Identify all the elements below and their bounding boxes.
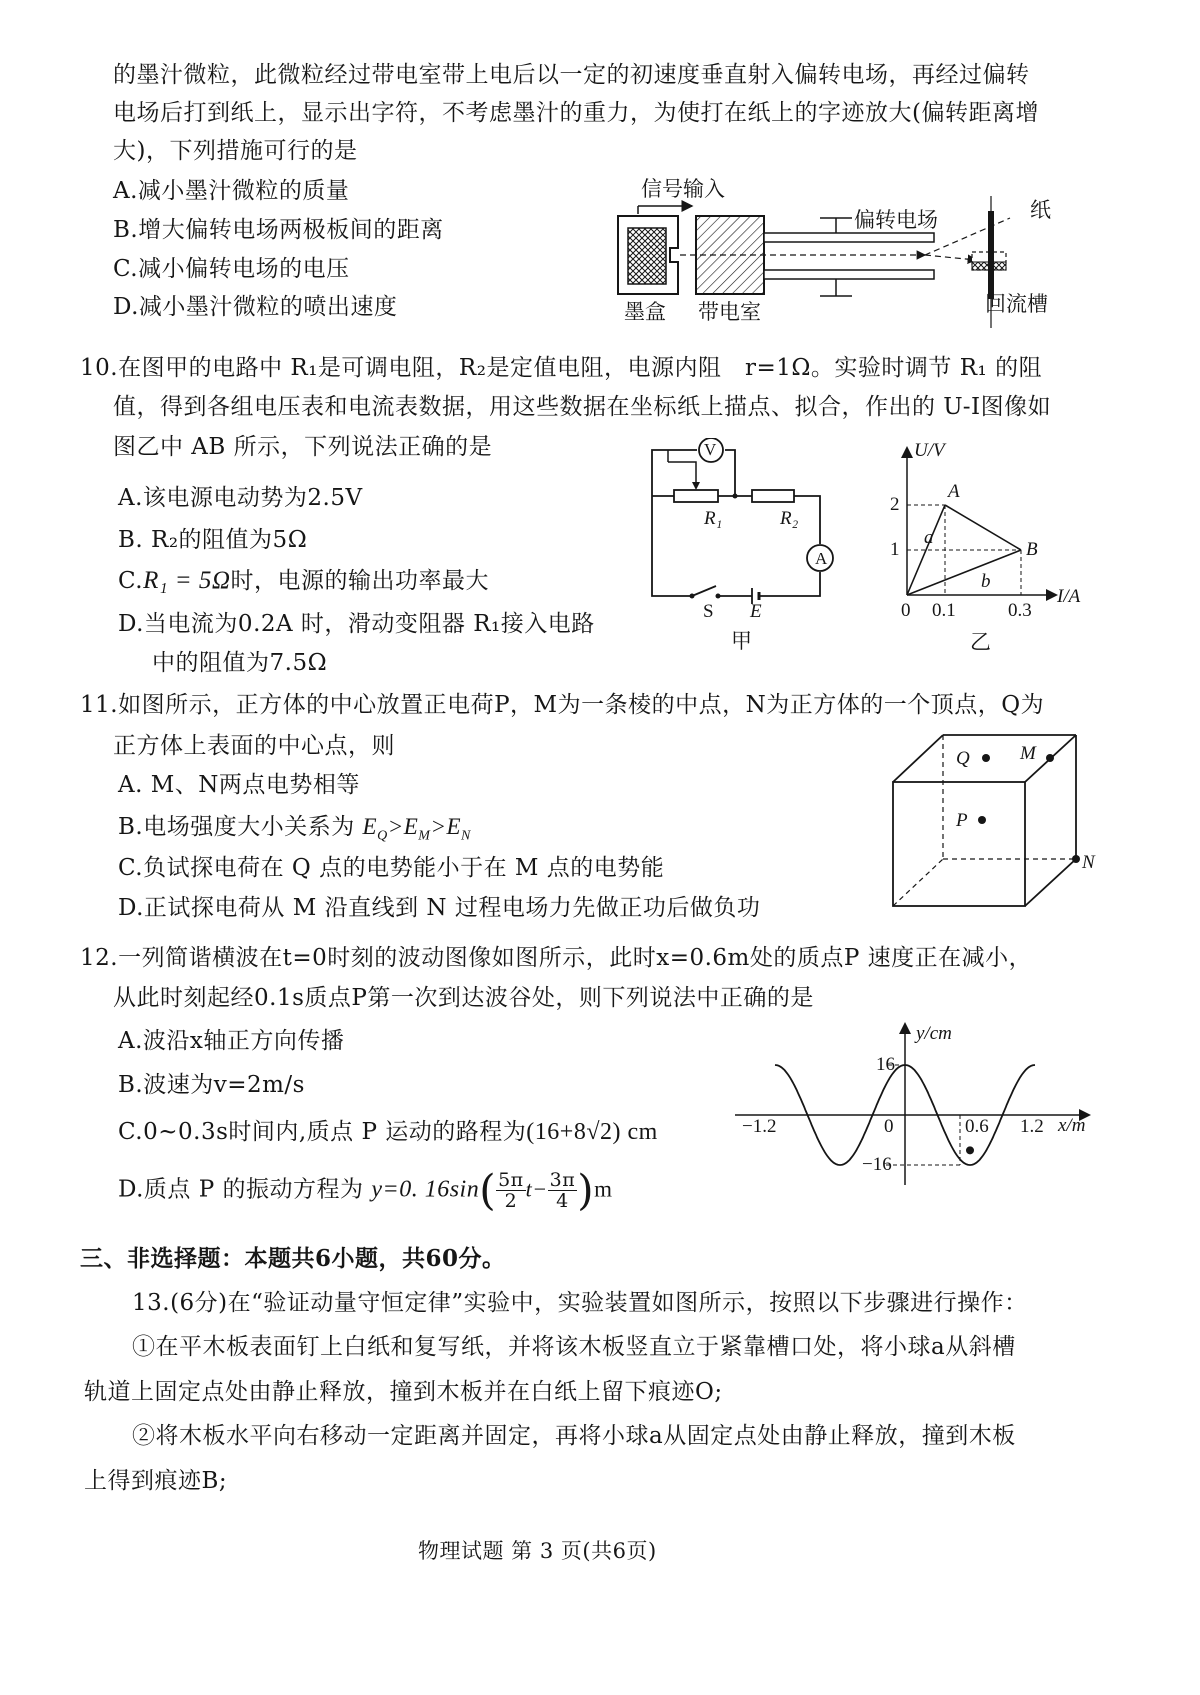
q9-option-b: B.增大偏转电场两极板间的距离	[113, 217, 444, 243]
wave-x-0: 0	[884, 1116, 894, 1137]
wave-x-label: x/m	[1058, 1115, 1086, 1136]
q13-line-2: ①在平木板表面钉上白纸和复写纸，并将该木板竖直立于紧靠槽口处，将小球a从斜槽	[132, 1334, 1016, 1360]
ink-box-icon	[628, 228, 666, 284]
circuit-diagram	[640, 438, 840, 616]
i-tick-01: 0.1	[932, 600, 956, 621]
q10-line-2: 值，得到各组电压表和电流表数据，用这些数据在坐标纸上描点、拟合，作出的 U-I图像如	[113, 394, 1052, 420]
q11-option-b	[118, 812, 471, 852]
q9-option-c: C.减小偏转电场的电压	[113, 256, 350, 282]
point-m	[1046, 754, 1054, 762]
q10-option-b: B. R₂的阻值为5Ω	[118, 527, 308, 553]
q11-option-d: D.正试探电荷从 M 沿直线到 N 过程电场力先做正功后做负功	[118, 895, 761, 921]
wave-y-top: 16	[876, 1054, 895, 1075]
circuit-caption: 甲	[731, 629, 752, 653]
label-charging-chamber: 带电室	[698, 300, 761, 324]
cube-label-p: P	[956, 810, 968, 831]
q10-option-c	[118, 566, 489, 596]
q12-option-c-prefix: C.0~0.3s时间内,质点 P 运动的路程为	[118, 1119, 527, 1145]
wave-x-06: 0.6	[965, 1116, 989, 1137]
q9-option-d: D.减小墨汁微粒的喷出速度	[113, 294, 398, 320]
line-b-label: b	[981, 571, 991, 592]
cube-label-m: M	[1020, 743, 1036, 764]
line-a-label: a	[924, 527, 934, 548]
i-tick-0: 0	[901, 600, 911, 621]
wave-x-neg12: −1.2	[742, 1116, 777, 1137]
frac1-num: 5π	[498, 1169, 524, 1191]
wave-y-bottom: −16	[862, 1154, 892, 1175]
q9-line-1: 的墨汁微粒，此微粒经过带电室带上电后以一定的初速度垂直射入偏转电场，再经过偏转	[113, 62, 1030, 88]
upper-plate	[764, 233, 934, 242]
u-tick-2: 2	[890, 494, 900, 515]
point-a-label: A	[948, 481, 960, 502]
label-return-tank: 回流槽	[985, 292, 1048, 316]
q13-line-5: 上得到痕迹B;	[84, 1468, 228, 1494]
wave-graph	[730, 1020, 1110, 1190]
label-signal-input: 信号输入	[641, 177, 725, 201]
line-b	[907, 550, 1021, 595]
cube-label-n: N	[1082, 852, 1095, 873]
i-axis-label: I/A	[1057, 586, 1081, 607]
u-axis-label: U/V	[914, 440, 945, 461]
q12-option-d-lead: y=0. 16sin	[371, 1176, 480, 1203]
label-ink-box: 墨盒	[624, 300, 666, 324]
q13-line-1: 13.(6分)在“验证动量守恒定律”实验中，实验装置如图所示，按照以下步骤进行操作：	[132, 1290, 1028, 1316]
q13-line-3: 轨道上固定点处由静止释放，撞到木板并在白纸上留下痕迹O;	[84, 1379, 723, 1405]
graph-caption: 乙	[970, 630, 991, 654]
q12-option-d-mid: t−	[525, 1176, 548, 1202]
q12-option-d-unit: m	[594, 1176, 613, 1202]
q10-option-c-math: R₁ = 5Ω	[143, 567, 231, 594]
lower-plate	[764, 270, 934, 279]
wave-y-label: y/cm	[916, 1023, 952, 1044]
line-ab	[945, 505, 1021, 550]
paper-icon	[988, 211, 994, 299]
label-paper: 纸	[1030, 198, 1051, 222]
cube-label-q: Q	[956, 748, 970, 769]
q10-line-3: 图乙中 AB 所示，下列说法正确的是	[113, 434, 493, 460]
q11-line-2: 正方体上表面的中心点，则	[113, 733, 395, 759]
r2-label: R₂	[780, 508, 799, 529]
r1-label: R₁	[704, 508, 723, 529]
q12-option-c	[118, 1117, 658, 1147]
q10-option-c-suffix: 时，电源的输出功率最大	[230, 568, 490, 594]
q11-option-b-prefix: B.电场强度大小关系为	[118, 814, 355, 840]
q11-option-c: C.负试探电荷在 Q 点的电势能小于在 M 点的电势能	[118, 855, 665, 881]
u-tick-1: 1	[890, 539, 900, 560]
q10-option-a: A.该电源电动势为2.5V	[118, 485, 363, 511]
r2-resistor	[752, 490, 794, 502]
q12-line-1: 12.一列简谐横波在t=0时刻的波动图像如图所示，此时x=0.6m处的质点P 速度正在减小，	[80, 945, 1033, 971]
q9-line-3: 大)，下列措施可行的是	[113, 138, 358, 164]
point-n	[1072, 855, 1080, 863]
label-deflection-field: 偏转电场	[854, 208, 938, 232]
q12-option-b: B.波速为v=2m/s	[118, 1072, 305, 1098]
q10-option-c-prefix: C.	[118, 568, 144, 594]
switch-label: S	[703, 601, 714, 622]
q9-option-a: A.减小墨汁微粒的质量	[113, 178, 350, 204]
voltmeter-label: V	[704, 440, 717, 459]
frac2-den: 4	[556, 1190, 569, 1212]
q12-option-a: A.波沿x轴正方向传播	[118, 1028, 345, 1054]
emf-label: E	[750, 601, 762, 622]
q11-option-b-math: $E_Q>E_M>E_N$	[362, 814, 471, 844]
q12-option-d: D.质点 P 的振动方程为 y=0. 16sin( $\frac{5\pi}{2}$ t− $\frac{3\pi}{4}$ )m	[118, 1165, 613, 1215]
point-p-marker	[966, 1146, 974, 1154]
section-heading: 三、非选择题：本题共6小题，共60分。	[80, 1245, 506, 1272]
wave-x-12: 1.2	[1020, 1116, 1044, 1137]
i-tick-03: 0.3	[1008, 600, 1032, 621]
cube-diagram	[888, 730, 1088, 910]
q10-line-1: 10.在图甲的电路中 R₁是可调电阻，R₂是定值电阻，电源内阻 r=1Ω。实验时调节 R₁ 的阻	[80, 355, 1043, 381]
q10-option-d-line-1: D.当电流为0.2A 时，滑动变阻器 R₁接入电路	[118, 611, 595, 637]
ui-graph	[880, 440, 1070, 625]
q11-option-a: A. M、N两点电势相等	[118, 772, 360, 798]
ammeter-label: A	[815, 549, 828, 568]
frac1-den: 2	[504, 1190, 518, 1212]
q12-line-2: 从此时刻起经0.1s质点P第一次到达波谷处，则下列说法中正确的是	[113, 985, 814, 1011]
q13-line-4: ②将木板水平向右移动一定距离并固定，再将小球a从固定点处由静止释放，撞到木板	[132, 1423, 1016, 1449]
q11-line-1: 11.如图所示，正方体的中心放置正电荷P，M为一条棱的中点，N为正方体的一个顶点，Q为	[80, 692, 1045, 718]
point-p	[978, 816, 986, 824]
r1-resistor	[674, 490, 718, 502]
page-footer: 物理试题 第 3 页(共6页)	[418, 1539, 657, 1563]
q12-option-d-prefix: D.质点 P 的振动方程为	[118, 1176, 364, 1203]
q12-option-c-math: (16+8√2) cm	[526, 1119, 658, 1145]
q10-option-d-line-2: 中的阻值为7.5Ω	[152, 650, 328, 676]
frac2-num: 3π	[549, 1169, 576, 1191]
q9-line-2: 电场后打到纸上，显示出字符，不考虑墨汁的重力，为使打在纸上的字迹放大(偏转距离增	[113, 100, 1039, 126]
point-b-label: B	[1026, 539, 1038, 560]
point-q	[982, 754, 990, 762]
